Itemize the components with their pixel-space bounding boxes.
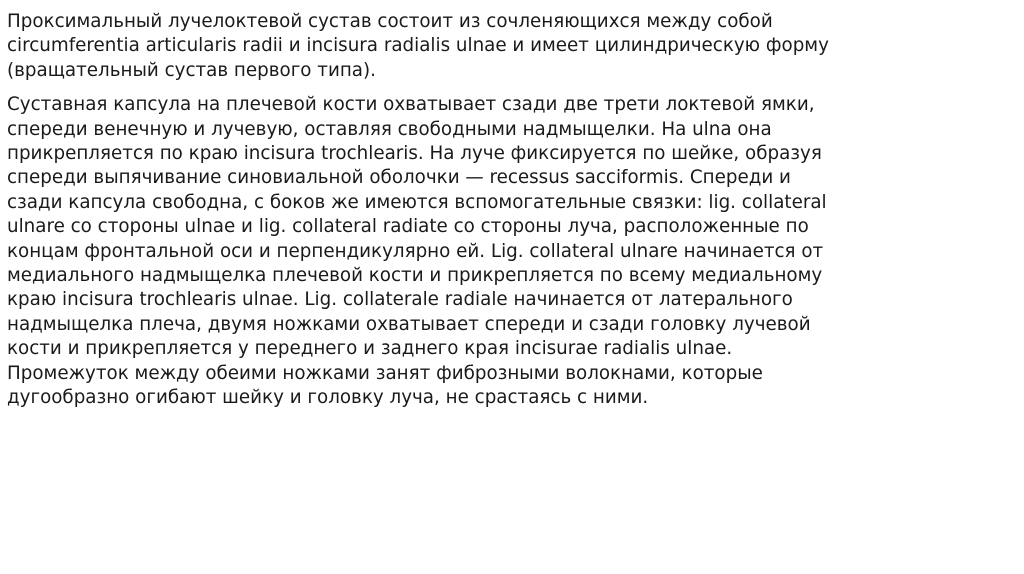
paragraph-1 xyxy=(7,10,967,83)
text-line: сзади капсула свободна, с боков же имеются вспомогательные связки: lig. collateral xyxy=(7,191,827,213)
text-line: (вращательный сустав первого типа). xyxy=(7,59,376,81)
paragraph-2 xyxy=(7,93,967,410)
text-line: краю incisura trochlearis ulnae. Lig. collaterale radiale начинается от латерального xyxy=(7,289,793,311)
text-line: кости и прикрепляется у переднего и заднего края incisurae radialis ulnae. xyxy=(7,338,733,360)
text-line: концам фронтальной оси и перпендикулярно ей. Lig. collateral ulnare начинается от xyxy=(7,240,824,262)
text-line: Промежуток между обеими ножками занят фиброзными волокнами, которые xyxy=(7,362,763,384)
text-line: Суставная капсула на плечевой кости охватывает сзади две трети локтевой ямки, xyxy=(7,94,815,116)
text-line: медиального надмыщелка плечевой кости и прикрепляется по всему медиальному xyxy=(7,265,823,287)
text-line: спереди выпячивание синовиальной оболочки — recessus sacciformis. Спереди и xyxy=(7,167,791,189)
slide-text-body xyxy=(7,10,967,411)
text-line: circumferentia articularis radii и incisura radialis ulnae и имеет цилиндрическую форму xyxy=(7,35,829,57)
text-line: ulnare со стороны ulnae и lig. collateral radiate со стороны луча, расположенные по xyxy=(7,216,809,238)
text-line: спереди венечную и лучевую, оставляя свободными надмыщелки. На ulna она xyxy=(7,118,772,140)
text-line: прикрепляется по краю incisura trochlearis. На луче фиксируется по шейке, образуя xyxy=(7,143,822,165)
text-line: дугообразно огибают шейку и головку луча, не срастаясь с ними. xyxy=(7,387,649,409)
text-line: Проксимальный лучелоктевой сустав состоит из сочленяющихся между собой xyxy=(7,11,773,32)
text-line: надмыщелка плеча, двумя ножками охватывает спереди и сзади головку лучевой xyxy=(7,313,811,335)
